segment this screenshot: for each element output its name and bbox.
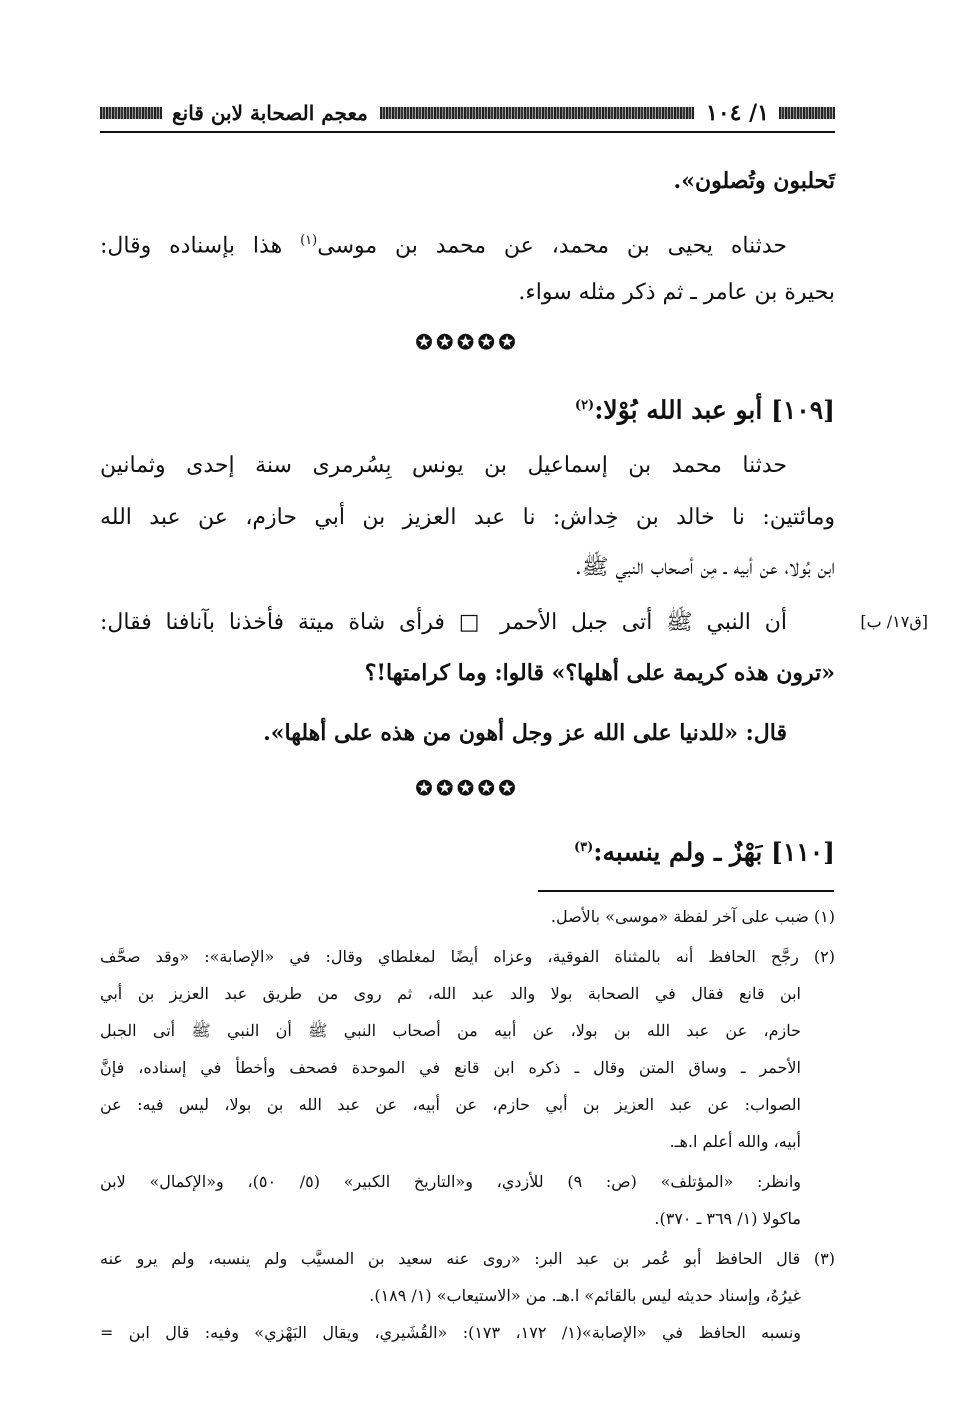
section-divider: ✪✪✪✪✪ (415, 330, 520, 354)
footnote-rule (538, 890, 834, 892)
section-divider: ✪✪✪✪✪ (415, 776, 520, 800)
footnote-line: حازم، عن عبد الله بن بولا، عن أبيه من أصحاب النبي ﷺ أن النبي ﷺ أتى الجبل (100, 1021, 801, 1040)
footnote-line: (٢) رجَّح الحافظ أنه بالمثناة الفوقية، وعزاه أيضًا لمغلطاي وقال: في «الإصابة»: «وقد صحَّف (100, 947, 835, 966)
footnote-line: ابن قانع فقال في الصحابة بولا والد عبد الله، ثم روى من طريق عبد العزيز بن أبي (100, 984, 801, 1003)
text-line: بحيرة بن عامر ـ ثم ذكر مثله سواء. (518, 280, 835, 305)
header-bar-middle (380, 107, 694, 119)
footnote-line: الصواب: عن عبد العزيز بن أبي حازم، عن أبيه، عن عبد الله بن بولا، ليس فيه: عن (100, 1095, 801, 1114)
entry-heading (100, 833, 835, 867)
manuscript-folio-ref: [ق١٧/ ب] (860, 612, 928, 631)
text-line: أن النبي ﷺ أتى جبل الأحمر □ فرأى شاة ميتة فأخذنا بآنافنا فقال: (100, 610, 787, 635)
running-header (100, 96, 835, 130)
text-span: هذا بإسناده وقال: (100, 233, 301, 259)
footnote-line: (٣) قال الحافظ أبو عُمر بن عبد البر: «روى عنه سعيد بن المسيَّب ولم ينسبه، ولم يرو عنه (100, 1249, 835, 1268)
footnote-line: غيرُهُ، وإسناد حديثه ليس بالقائم» ا.هـ. من «الاستيعاب» (١/ ١٨٩). (369, 1286, 801, 1305)
footnote-ref: (٢) (574, 398, 595, 413)
entry-title: [١٠٩] أبو عبد الله بُوْلا: (594, 395, 835, 425)
text-line: ومائتين: نا خالد بن خِداش: نا عبد العزيز بن أبي حازم، عن عبد الله (100, 505, 836, 530)
entry-title: [١١٠] بَهْزٌ ـ ولم ينسبه: (593, 837, 835, 867)
header-bar-right (779, 107, 835, 119)
book-title: معجم الصحابة لابن قانع (172, 101, 368, 125)
footnote-ref: (١) (300, 233, 318, 248)
page-number: ١/ ١٠٤ (706, 100, 769, 126)
footnote-line: وانظر: «المؤتلف» (ص: ٩) للأزدي، و«التاريخ الكبير» (٥/ ٥٠)، و«الإكمال» لابن (100, 1172, 802, 1191)
text-line: «ترون هذه كريمة على أهلها؟» قالوا: وما كرامتها!؟ (364, 660, 835, 686)
text-line (100, 226, 835, 261)
footnote-line: ماكولا (١/ ٣٦٩ ـ ٣٧٠). (654, 1209, 801, 1228)
footnote-line: الأحمر ـ وساق المتن وقال ـ ذكره ابن قانع في الموحدة فصحف وأخطأ في إسناده، فإنَّ (100, 1058, 801, 1077)
header-bar-left (100, 107, 162, 119)
text-line: حدثنا محمد بن إسماعيل بن يونس بِسُرمرى سنة إحدى وثمانين (100, 453, 787, 478)
header-rule (100, 131, 835, 133)
footnote-line: أبيه، والله أعلم ا.هـ. (669, 1132, 801, 1151)
text-line: تَحلبون وتُصلون». (673, 168, 835, 194)
text-line: ابن بُولا، عن أبيه ـ مِن أصحاب النبي ﷺ. (574, 555, 835, 580)
footnote-line: ونسبه الحافظ في «الإصابة»(١/ ١٧٢، ١٧٣): «القُشَيري، ويقال البَهْزي» وفيه: قال ابن = (100, 1323, 802, 1342)
text-span: حدثناه يحيى بن محمد، عن محمد بن موسى (317, 233, 788, 259)
footnote-ref: (٣) (574, 840, 594, 855)
text-line: قال: «للدنيا على الله عز وجل أهون من هذه على أهلها». (263, 720, 787, 746)
footnote-line: (١) ضبب على آخر لفظة «موسى» بالأصل. (550, 907, 835, 926)
entry-heading (100, 391, 835, 425)
